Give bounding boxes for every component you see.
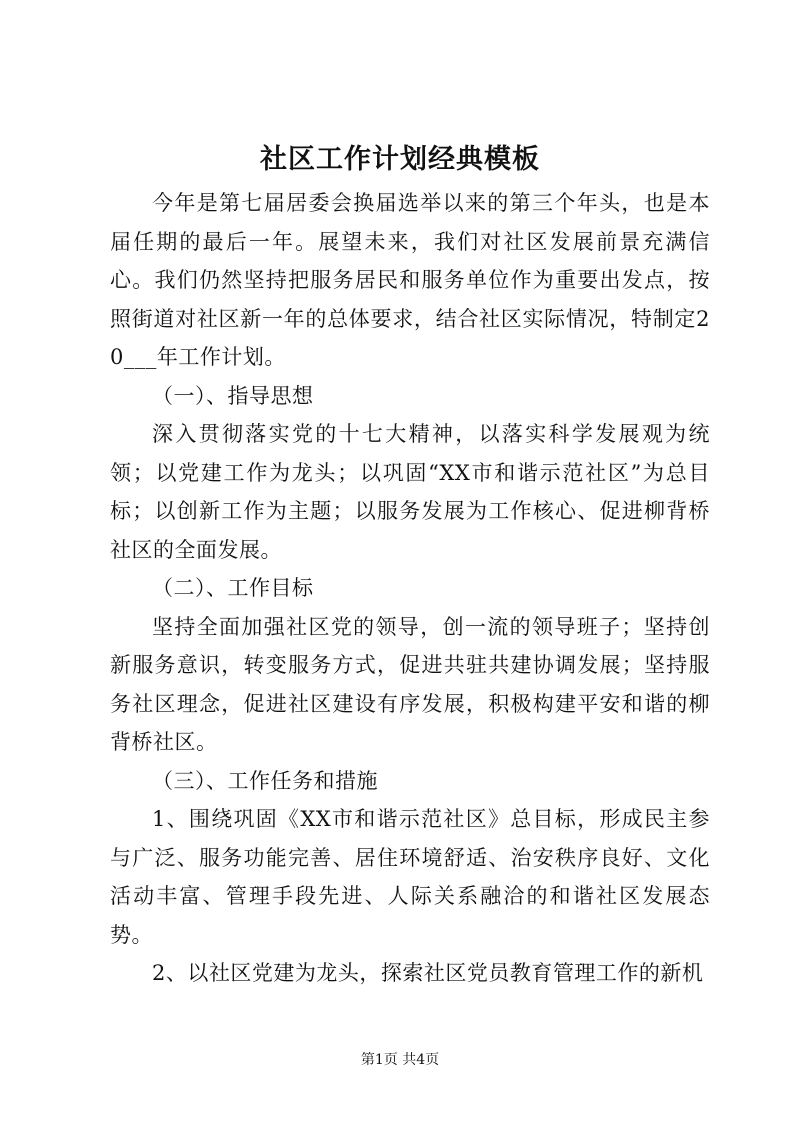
document-body <box>110 184 710 993</box>
paragraph-guiding-ideology: 深入贯彻落实党的十七大精神，以落实科学发展观为统领；以党建工作为龙头；以巩固“XX市和谐示范社区”为总目标；以创新工作为主题；以服务发展为工作核心、促进柳背桥社区的全面发展。 <box>110 422 710 562</box>
document-title: 社区工作计划经典模板 <box>260 144 540 175</box>
paragraph-intro: 今年是第七届居委会换届选举以来的第三个年头，也是本届任期的最后一年。展望未来，我们对社区发展前景充满信心。我们仍然坚持把服务居民和服务单位作为重要出发点，按照街道对社区新一年的总体要求，结合社区实际情况，特制定20___年工作计划。 <box>110 191 710 369</box>
section-heading-work-goals: （二）、工作目标 <box>152 576 314 600</box>
section-heading-guiding-ideology: （一）、指导思想 <box>152 383 314 408</box>
section-heading-tasks-measures: （三）、工作任务和措施 <box>152 768 378 793</box>
paragraph-task-2: 2、以社区党建为龙头，探索社区党员教育管理工作的新机 <box>152 961 704 985</box>
paragraph-task-1: 1、围绕巩固《XX市和谐示范社区》总目标，形成民主参与广泛、服务功能完善、居住环境舒适、治安秩序良好、文化活动丰富、管理手段先进、人际关系融洽的和谐社区发展态势。 <box>110 807 710 947</box>
paragraph-work-goals: 坚持全面加强社区党的领导，创一流的领导班子；坚持创新服务意识，转变服务方式，促进共驻共建协调发展；坚持服务社区理念，促进社区建设有序发展，积极构建平安和谐的柳背桥社区。 <box>110 614 710 754</box>
page-number-footer: 第1页 共4页 <box>360 1052 440 1068</box>
